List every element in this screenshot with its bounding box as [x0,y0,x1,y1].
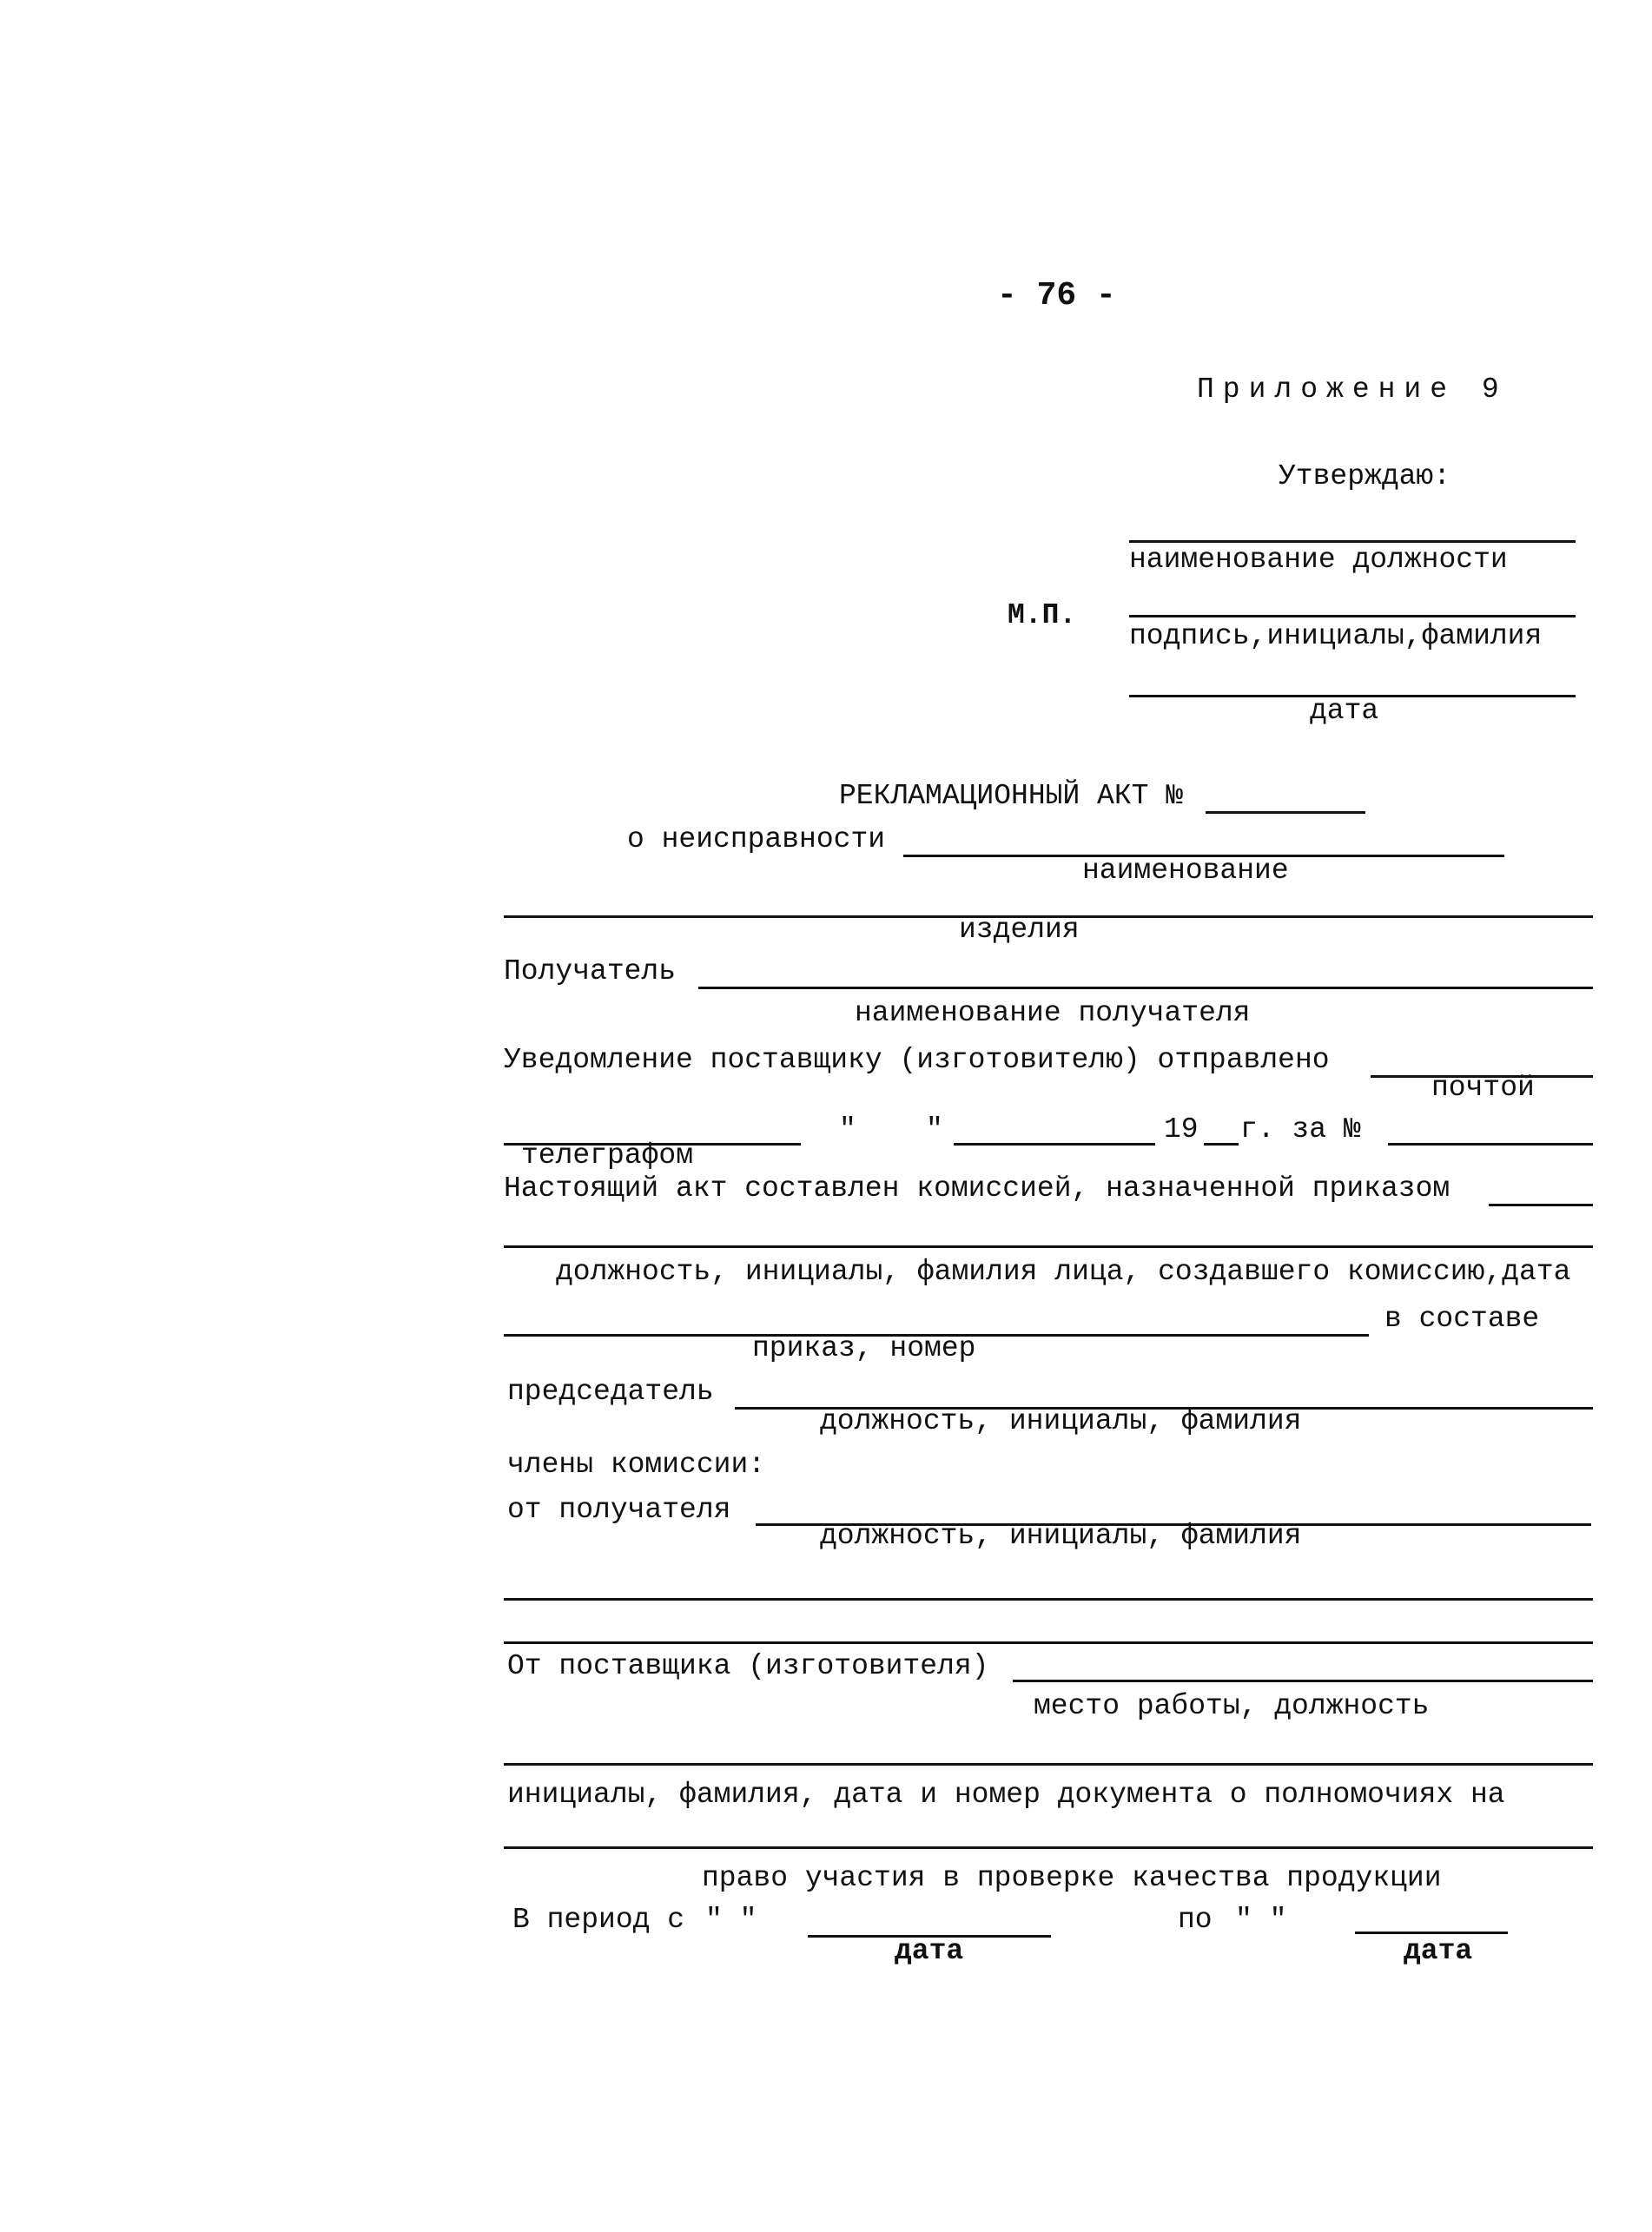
chairman-caption: должность, инициалы, фамилия [820,1405,1302,1437]
from-supplier-label: От поставщика (изготовителя) [507,1650,989,1682]
item-caption: изделия [959,914,1080,946]
year-line[interactable] [1204,1143,1239,1146]
position-line[interactable] [1129,540,1576,543]
notice-number-line[interactable] [1388,1143,1593,1146]
signature-caption: подпись,инициалы,фамилия [1129,620,1543,652]
from-recipient-label: от получателя [507,1494,731,1526]
period-label: В период с [512,1904,685,1936]
order-caption: приказ, номер [752,1332,976,1364]
notice-label: Уведомление поставщику (изготовителю) отправлено [504,1044,1330,1076]
recipient-caption: наименование получателя [855,997,1251,1029]
members-label: члены комиссии: [507,1449,766,1481]
year-prefix: 19 [1164,1113,1199,1146]
approve-title: Утверждаю: [1279,460,1451,492]
recipient-label: Получатель [504,955,677,987]
name-caption: наименование [1082,855,1289,887]
stamp-label: М.П. [1008,599,1077,631]
year-suffix: г. за № [1240,1113,1361,1146]
notice-quote-open: " [839,1113,856,1146]
commission-order-line[interactable] [1489,1204,1593,1206]
act-number-line[interactable] [1206,811,1365,814]
commission-caption: должность, инициалы, фамилия лица, создавшего комиссию,дата [556,1256,1571,1288]
notice-month-line[interactable] [954,1143,1155,1146]
date-caption: дата [1310,695,1379,727]
about-label: о неисправности [627,823,886,855]
from-recipient-caption: должность, инициалы, фамилия [820,1520,1302,1552]
notice-quote-close: " [926,1113,943,1146]
recipient-line[interactable] [698,987,1593,989]
date-caption-2: дата [1404,1935,1473,1967]
period-to-quotes: " " [1235,1904,1287,1936]
supplier-caption-3: право участия в проверке качества продукции [702,1862,1442,1894]
period-to-line[interactable] [1355,1932,1508,1934]
date-caption-1: дата [895,1935,964,1967]
position-caption: наименование должности [1129,544,1508,576]
supplier-line-2[interactable] [504,1763,1593,1766]
from-supplier-line[interactable] [1013,1680,1593,1682]
supplier-caption-2: инициалы, фамилия, дата и номер документа о полномочиях на [507,1779,1505,1811]
commission-label: Настоящий акт составлен комиссией, назначенной приказом [504,1172,1450,1205]
telegraph-caption: телеграфом [521,1139,694,1172]
supplier-caption-1: место работы, должность [1034,1690,1430,1722]
member-line-3[interactable] [504,1641,1593,1644]
mail-caption: почтой [1431,1072,1535,1104]
composition-label: в составе [1384,1303,1540,1335]
page-number: - 76 - [997,277,1116,314]
signature-line[interactable] [1129,615,1576,617]
commission-line-2[interactable] [504,1245,1593,1248]
period-to: по [1178,1904,1213,1936]
appendix-label: Приложение 9 [1197,373,1508,406]
member-line-2[interactable] [504,1598,1593,1601]
chairman-label: председатель [507,1376,714,1408]
act-title: РЕКЛАМАЦИОННЫЙ АКТ № [839,780,1184,812]
period-quotes: " " [705,1904,757,1936]
supplier-line-3[interactable] [504,1846,1593,1849]
